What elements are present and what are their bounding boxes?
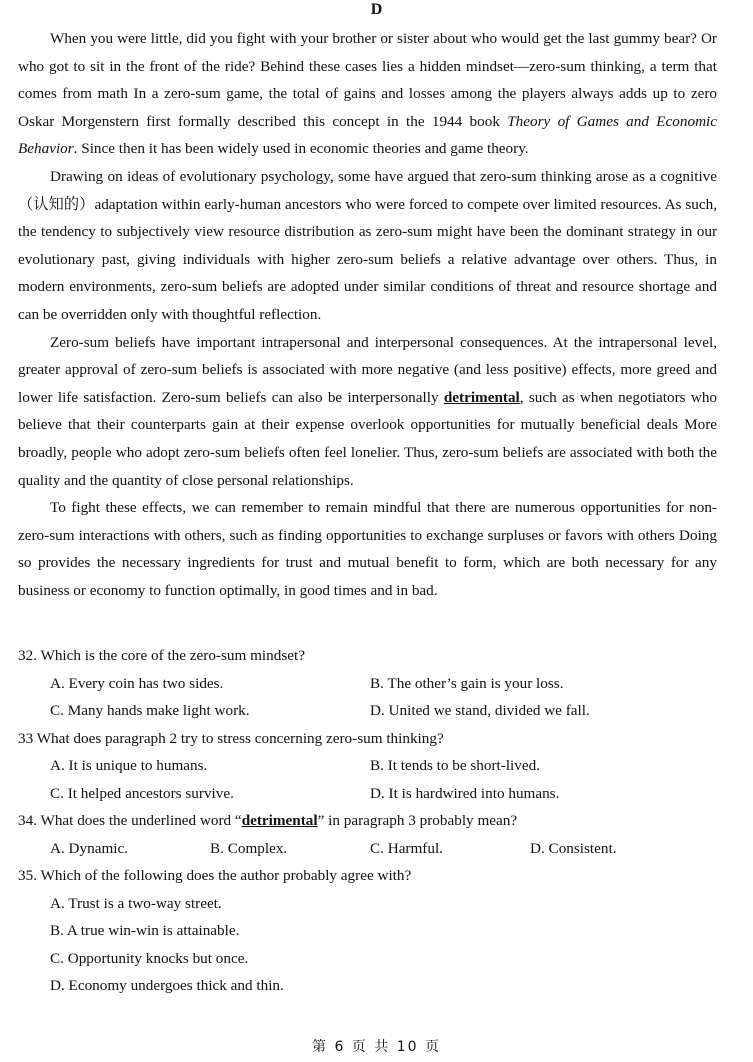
question-34-option-d: D. Consistent. [530, 839, 617, 857]
paragraph-3-text-a: Zero-sum beliefs have important intrapersonal and interpersonal consequences. At the intrapersonal level, greater approval of zero-sum beliefs is associated with more negative (and less positive) effects, more greed and lower life satisfaction. Zero-sum beliefs can also be interpersonally [18, 333, 717, 406]
underlined-word: detrimental [443, 388, 520, 406]
question-35-row-c [18, 945, 717, 973]
book-title: Theory of Games and Economic Behavior [18, 112, 717, 158]
paragraph-1-text-b: . Since then it has been widely used in economic theories and game theory. [73, 140, 529, 158]
question-35-option-d: D. Economy undergoes thick and thin. [50, 977, 284, 994]
reading-passage [18, 25, 717, 604]
question-32-option-a: A. Every coin has two sides. [50, 674, 224, 692]
question-33-stem: 33 What does paragraph 2 try to stress concerning zero-sum thinking? [18, 729, 444, 747]
question-33-row-2 [18, 780, 717, 808]
question-33-option-b: B. It tends to be short-lived. [370, 757, 540, 774]
question-34-stem-b: ” in paragraph 3 probably mean? [317, 812, 518, 829]
question-35-option-c: C. Opportunity knocks but once. [50, 949, 249, 967]
question-34-option-c: C. Harmful. [370, 839, 443, 857]
question-35-option-a: A. Trust is a two-way street. [50, 894, 222, 912]
question-34-stem-a: 34. What does the underlined word “ [18, 812, 242, 829]
paragraph-3 [18, 329, 717, 495]
question-32-row-2 [18, 697, 717, 725]
question-35-row-d [18, 972, 717, 1000]
section-letter: D [370, 1, 383, 18]
question-33-option-d: D. It is hardwired into humans. [370, 784, 560, 802]
question-34-underlined-word: detrimental [241, 812, 318, 829]
question-35-stem: 35. Which of the following does the author probably agree with? [18, 867, 412, 884]
question-34-row-1 [18, 835, 717, 863]
question-35-row-b [18, 917, 717, 945]
paragraph-1 [18, 25, 717, 163]
question-34-stem [18, 807, 717, 835]
question-32-stem: 32. Which is the core of the zero-sum mindset? [18, 647, 305, 664]
question-34-option-a: A. Dynamic. [50, 839, 129, 857]
question-33-option-c: C. It helped ancestors survive. [50, 784, 234, 802]
page-footer: 第 6 页 共 10 页 [312, 1039, 441, 1055]
paragraph-1-text-a: When you were little, did you fight with your brother or sister about who would get the last gummy bear? Or who got to sit in the front of the ride? Behind these cases lies a hidden mindset—zero-sum thinking, a term that comes from math In a zero-sum game, the total of gains and losses among the players always adds up to zero Oskar Morgenstern first formally described this concept in the 1944 book [18, 30, 717, 130]
question-34-option-b: B. Complex. [210, 839, 288, 857]
question-35-option-b: B. A true win-win is attainable. [50, 922, 240, 939]
question-33-row-1 [18, 752, 717, 780]
paragraph-3-text-b: , such as when negotiators who believe that their counterparts gain at their expense overlook opportunities for mutually beneficial deals More broadly, people who adopt zero-sum beliefs often feel lonelier. Thus, zero-sum beliefs are associated with both the quality and the quantity of close personal relationships. [18, 388, 718, 489]
question-33-option-a: A. It is unique to humans. [50, 757, 208, 774]
question-32-option-b: B. The other’s gain is your loss. [370, 674, 564, 692]
question-32-option-d: D. United we stand, divided we fall. [370, 702, 590, 719]
question-32-option-c: C. Many hands make light work. [50, 702, 250, 719]
question-32-row-1 [18, 670, 717, 698]
paragraph-2: Drawing on ideas of evolutionary psychology, some have argued that zero-sum thinking arose as a cognitive（认知的）adaptation within early-human ancestors who were forced to compete over limited resources. As such, the tendency to subjectively view resource distribution as zero-sum might have been the dominant strategy in our evolutionary past, giving individuals with higher zero-sum beliefs a relative advantage over others. Thus, in modern environments, zero-sum beliefs are adopted under similar conditions of threat and resource shortage and can be overridden only with thoughtful reflection. [18, 167, 717, 323]
question-list [18, 642, 717, 1000]
paragraph-4: To fight these effects, we can remember to remain mindful that there are numerous opportunities for non-zero-sum interactions with others, such as finding opportunities to exchange surpluses or favors with others Doing so provides the necessary ingredients for trust and mutual benefit to form, which are both necessary for any business or economy to function optimally, in good times and in bad. [18, 499, 717, 599]
question-35-row-a [18, 890, 717, 918]
